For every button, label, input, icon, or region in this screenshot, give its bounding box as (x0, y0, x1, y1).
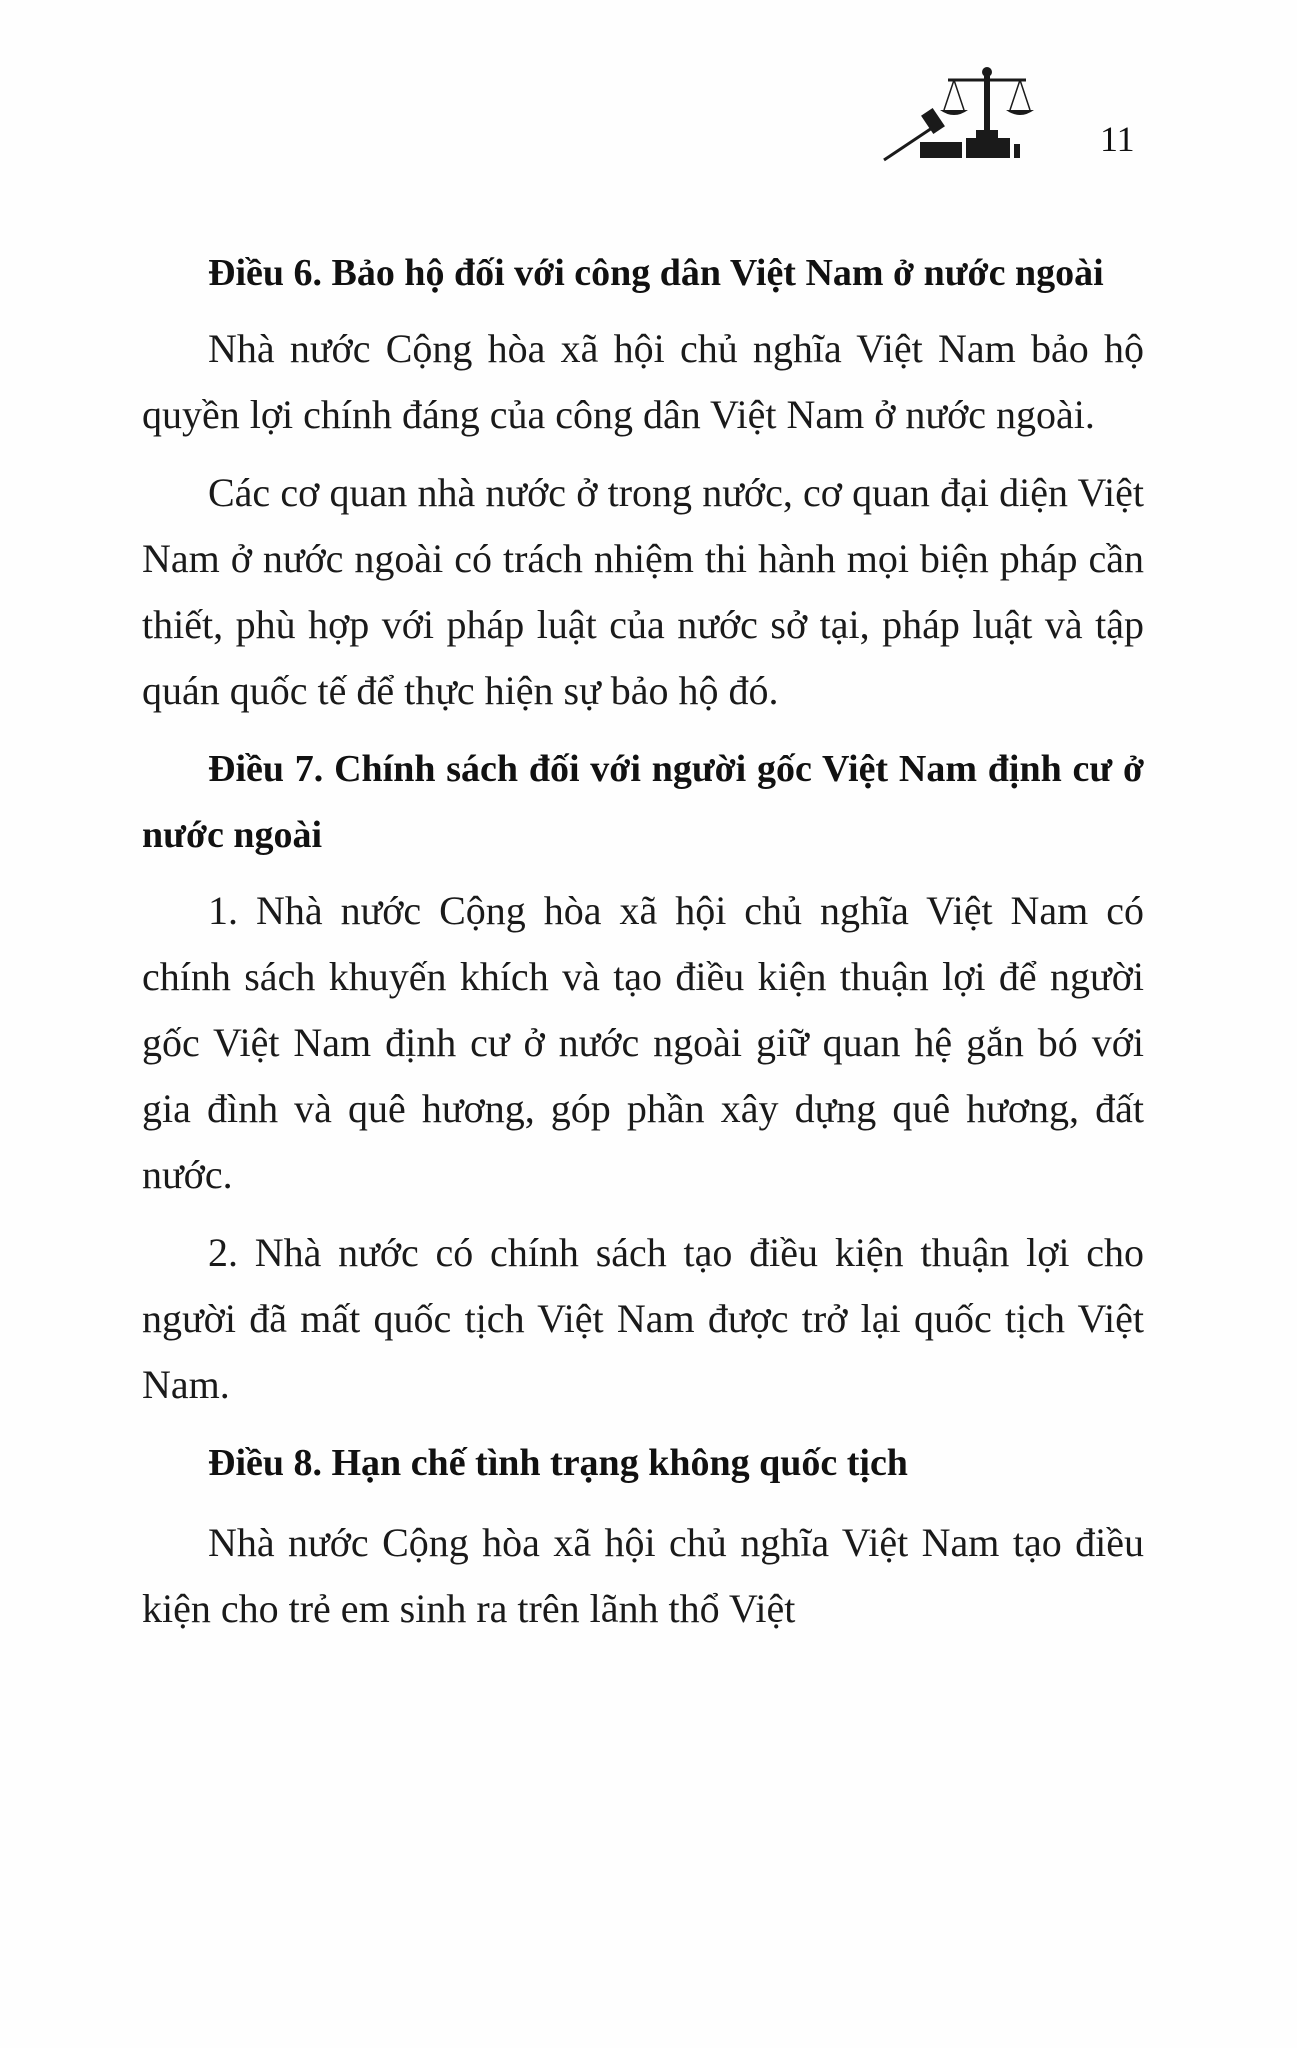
paragraph: Nhà nước Cộng hòa xã hội chủ nghĩa Việt Nam bảo hộ quyền lợi chính đáng của công dân Việt Nam ở nước ngoài. (142, 326, 1144, 437)
section-dieu-7 (142, 736, 1144, 1418)
section-dieu-8 (142, 1430, 1144, 1642)
section-heading: Điều 6. Bảo hộ đối với công dân Việt Nam ở nước ngoài (208, 252, 1104, 294)
page-content (142, 240, 1144, 1654)
page-number: 11 (1100, 119, 1135, 159)
section-heading: Điều 7. Chính sách đối với người gốc Việt Nam định cư ở nước ngoài (142, 748, 1144, 856)
scales-of-justice-gavel-icon (880, 58, 1060, 170)
paragraph: 2. Nhà nước có chính sách tạo điều kiện thuận lợi cho người đã mất quốc tịch Việt Nam được trở lại quốc tịch Việt Nam. (142, 1230, 1144, 1407)
paragraph: Nhà nước Cộng hòa xã hội chủ nghĩa Việt Nam tạo điều kiện cho trẻ em sinh ra trên lãnh thổ Việt (142, 1520, 1144, 1631)
section-dieu-6 (142, 240, 1144, 724)
section-heading: Điều 8. Hạn chế tình trạng không quốc tịch (208, 1442, 908, 1484)
paragraph: Các cơ quan nhà nước ở trong nước, cơ quan đại diện Việt Nam ở nước ngoài có trách nhiệm thi hành mọi biện pháp cần thiết, phù hợp với pháp luật của nước sở tại, pháp luật và tập quán quốc tế để thực hiện sự bảo hộ đó. (142, 470, 1144, 713)
paragraph: 1. Nhà nước Cộng hòa xã hội chủ nghĩa Việt Nam có chính sách khuyến khích và tạo điều kiện thuận lợi để người gốc Việt Nam định cư ở nước ngoài giữ quan hệ gắn bó với gia đình và quê hương, góp phần xây dựng quê hương, đất nước. (142, 888, 1144, 1197)
